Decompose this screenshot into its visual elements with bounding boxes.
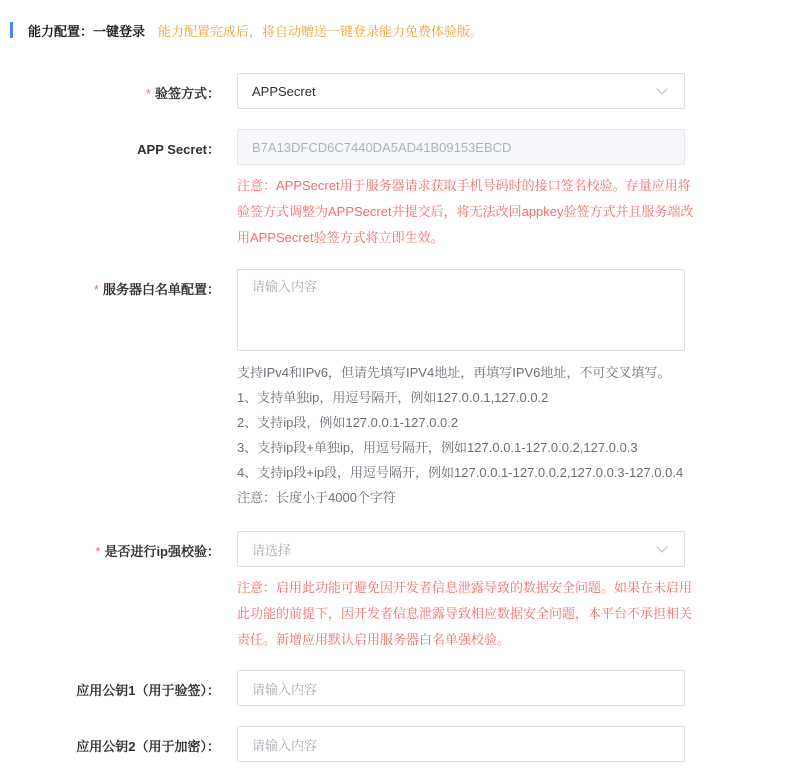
app-secret-warning: 注意：APPSecret用于服务器请求获取手机号码时的接口签名校验。存量应用将验签方式调整为APPSecret并提交后，将无法改回appkey验签方式并且服务端改用APPSecret验签方式将立即生效。: [237, 178, 694, 245]
app-secret-field: [237, 129, 685, 165]
app-secret-label-text: APP Secret：: [137, 142, 220, 157]
verify-method-label-text: 验签方式：: [154, 86, 220, 101]
help-line: 注意：长度小于4000个字符: [237, 490, 396, 505]
help-line: 1、支持单独ip，用逗号隔开，例如127.0.0.1,127.0.0.2: [237, 390, 549, 405]
section-accent-bar: [10, 22, 13, 38]
required-mark: *: [93, 282, 99, 297]
public-key-1-placeholder: 请输入内容: [252, 681, 318, 697]
public-key-2-input[interactable]: [237, 726, 685, 762]
help-line: 支持IPv4和IPv6，但请先填写IPV4地址，再填写IPV6地址，不可交叉填写。: [237, 365, 671, 380]
help-line: 4、支持ip段+ip段，用逗号隔开，例如127.0.0.1-127.0.0.2,127.0.0.3-127.0.0.4: [237, 465, 684, 480]
ip-check-label-text: 是否进行ip强校验：: [104, 544, 220, 559]
public-key-1-label: [76, 680, 220, 699]
whitelist-textarea[interactable]: [237, 269, 685, 351]
section-hint: 能力配置完成后，将自动赠送一键登录能力免费体验版。: [158, 23, 484, 39]
verify-method-label: [146, 83, 220, 102]
app-secret-label: [137, 139, 220, 158]
public-key-2-label: [76, 736, 220, 755]
section-header: [10, 20, 483, 40]
chevron-down-icon: [656, 541, 667, 552]
verify-method-value: APPSecret: [252, 83, 316, 99]
public-key-1-input[interactable]: [237, 670, 685, 706]
verify-method-select[interactable]: [237, 73, 685, 109]
chevron-down-icon: [656, 83, 667, 94]
whitelist-help: [237, 360, 707, 510]
whitelist-placeholder: 请输入内容: [252, 279, 318, 294]
public-key-2-label-text: 应用公钥2（用于加密）：: [76, 739, 220, 754]
ip-check-placeholder: 请选择: [252, 542, 292, 558]
help-line: 2、支持ip段，例如127.0.0.1-127.0.0.2: [237, 415, 459, 430]
section-title: 能力配置：一键登录: [28, 23, 146, 39]
whitelist-label: [94, 279, 220, 298]
whitelist-label-text: 服务器白名单配置：: [102, 282, 220, 297]
help-line: 3、支持ip段+单独ip，用逗号隔开，例如127.0.0.1-127.0.0.2,127.0.0.3: [237, 440, 638, 455]
required-mark: *: [145, 86, 151, 101]
ip-check-select[interactable]: [237, 531, 685, 567]
public-key-1-label-text: 应用公钥1（用于验签）：: [76, 683, 220, 698]
ip-check-label: [95, 541, 220, 560]
public-key-2-placeholder: 请输入内容: [252, 737, 318, 753]
required-mark: *: [95, 544, 101, 559]
app-secret-value: B7A13DFCD6C7440DA5AD41B09153EBCD: [252, 139, 512, 155]
ip-check-warning: 注意：启用此功能可避免因开发者信息泄露导致的数据安全问题。如果在未启用此功能的前提下，因开发者信息泄露导致相应数据安全问题，本平台不承担相关责任。新增应用默认启用服务器白名单强校验。: [237, 580, 693, 647]
